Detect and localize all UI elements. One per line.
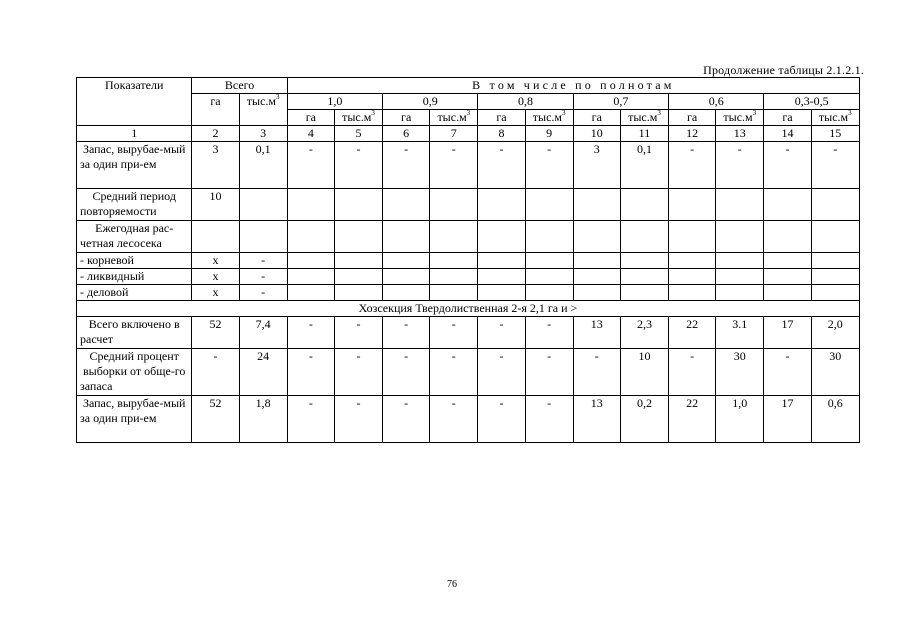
row-label: Ежегодная рас-четная лесосека [77,221,192,253]
table-cell: х [192,253,239,269]
table-cell [764,253,811,269]
unit-label: тыс.м [723,110,753,124]
table-cell [669,285,716,301]
header-ha: га [383,110,430,126]
unit-exponent: 3 [752,109,757,117]
table-cell [287,189,334,221]
row-label: - корневой [77,253,192,269]
table-cell [334,269,382,285]
table-cell [239,221,287,253]
header-total: Всего [192,78,287,94]
table-cell [383,189,430,221]
unit-label: тыс.м [532,110,562,124]
table-cell: - [239,285,287,301]
table-cell [478,221,525,253]
table-cell [573,285,620,301]
table-cell: 52 [192,396,239,443]
table-cell [573,221,620,253]
table-cell: 1,0 [716,396,764,443]
table-cell [764,221,811,253]
header-volume [716,110,764,126]
table-cell: 3 [573,142,620,189]
table-row [77,317,860,349]
table-cell: - [478,396,525,443]
section-title: Хозсекция Твердолиственная 2-я 2,1 га и > [77,301,860,317]
table-cell [478,285,525,301]
table-cell [525,269,573,285]
header-volume [525,110,573,126]
table-cell: 2,0 [811,317,859,349]
table-cell [669,221,716,253]
table-cell [383,253,430,269]
column-number: 8 [478,126,525,142]
column-number: 11 [620,126,668,142]
column-number: 15 [811,126,859,142]
table-cell: - [525,396,573,443]
table-cell [764,189,811,221]
table-cell: 0,2 [620,396,668,443]
table-cell: - [478,349,525,396]
table-cell: - [478,142,525,189]
table-row [77,221,860,253]
unit-label: тыс.м [437,110,467,124]
section-row [77,301,860,317]
table-cell [811,285,859,301]
table-cell [287,253,334,269]
table-cell: 13 [573,396,620,443]
table-cell [383,285,430,301]
table-cell [669,269,716,285]
table-cell [620,269,668,285]
table-cell: - [287,349,334,396]
header-density: 0,3-0,5 [764,94,860,110]
unit-label: тыс.м [628,110,658,124]
table-cell: 2,3 [620,317,668,349]
table-cell [620,221,668,253]
column-number: 12 [669,126,716,142]
row-label: Запас, вырубае-мый за один при-ем [77,142,192,189]
table-row [77,269,860,285]
table-cell [287,221,334,253]
table-cell: - [669,142,716,189]
table-body [77,78,860,443]
header-density: 1,0 [287,94,382,110]
header-ha: га [573,110,620,126]
table-cell [430,253,478,269]
table-cell: - [430,349,478,396]
table-cell [430,221,478,253]
table-cell [620,253,668,269]
table-cell: 3.1 [716,317,764,349]
table-cell [525,221,573,253]
header-density: 0,6 [669,94,764,110]
table-cell: - [716,142,764,189]
table-cell [620,285,668,301]
table-cell [811,221,859,253]
table-cell: - [383,349,430,396]
column-numbers-row [77,126,860,142]
table-cell [383,221,430,253]
column-number: 3 [239,126,287,142]
table-cell: - [573,349,620,396]
table-cell: 22 [669,396,716,443]
table-cell: - [525,317,573,349]
table-cell [287,269,334,285]
table-row [77,396,860,443]
table-row [77,349,860,396]
table-caption: Продолжение таблицы 2.1.2.1. [703,63,864,77]
table-cell [525,285,573,301]
page-number: 76 [447,579,457,590]
table-cell [525,189,573,221]
table-cell: - [192,349,239,396]
row-label: Средний период повторяемости [77,189,192,221]
table-cell [716,189,764,221]
header-density: 0,9 [383,94,478,110]
table-row [77,142,860,189]
table-cell [811,253,859,269]
table-cell: 17 [764,317,811,349]
table-cell: - [478,317,525,349]
row-label: Запас, вырубае-мый за один при-ем [77,396,192,443]
table-row [77,253,860,269]
table-cell: - [764,349,811,396]
unit-exponent: 3 [276,93,280,101]
table-cell: 1,8 [239,396,287,443]
unit-exponent: 3 [466,109,471,117]
table-cell: - [430,142,478,189]
table-cell: - [239,269,287,285]
table-cell: - [383,317,430,349]
table-cell [478,253,525,269]
table-cell: - [287,396,334,443]
table-cell: х [192,269,239,285]
table-cell [287,285,334,301]
column-number: 5 [334,126,382,142]
header-volume [811,110,859,126]
table-cell: - [525,349,573,396]
table-row [77,189,860,221]
table-cell: - [334,142,382,189]
table-cell: 0,1 [620,142,668,189]
table-cell [383,269,430,285]
table-cell [573,269,620,285]
column-number: 14 [764,126,811,142]
table-cell: 24 [239,349,287,396]
column-number: 10 [573,126,620,142]
table-cell: 10 [192,189,239,221]
table-cell: - [430,317,478,349]
table-cell: - [525,142,573,189]
table-cell [811,269,859,285]
header-total-volume [239,94,287,126]
header-volume [620,110,668,126]
row-label: - ликвидный [77,269,192,285]
column-number: 6 [383,126,430,142]
table-cell [525,253,573,269]
column-number: 7 [430,126,478,142]
table-cell: 13 [573,317,620,349]
unit-exponent: 3 [371,109,375,117]
unit-label: тыс.м [818,110,849,124]
unit-exponent: 3 [657,109,661,117]
table-cell: 17 [764,396,811,443]
table-cell [192,221,239,253]
table-cell: - [287,317,334,349]
header-row-1 [77,78,860,94]
table-cell: - [334,317,382,349]
header-by-density: В том числе по полнотам [287,78,859,94]
table-cell: - [287,142,334,189]
table-cell: 0,6 [811,396,859,443]
stock-table [76,77,860,443]
column-number: 2 [192,126,239,142]
table-cell [334,253,382,269]
table-cell [620,189,668,221]
table-cell: 22 [669,317,716,349]
table-cell: 3 [192,142,239,189]
table-cell [334,221,382,253]
table-cell [430,285,478,301]
table-cell [239,189,287,221]
header-ha: га [764,110,811,126]
header-volume [334,110,382,126]
header-ha: га [669,110,716,126]
table-cell [716,221,764,253]
header-ha: га [287,110,334,126]
column-number: 13 [716,126,764,142]
table-cell: - [383,396,430,443]
header-total-ha: га [192,94,239,126]
table-cell: - [764,142,811,189]
table-cell [430,189,478,221]
row-label: - деловой [77,285,192,301]
table-cell [478,189,525,221]
table-cell [430,269,478,285]
table-cell [573,189,620,221]
table-cell: - [334,349,382,396]
header-density: 0,8 [478,94,573,110]
table-cell: - [383,142,430,189]
table-cell: - [811,142,859,189]
unit-exponent: 3 [848,109,852,117]
table-cell [669,253,716,269]
unit-label: тыс.м [246,94,277,108]
table-cell: 30 [811,349,859,396]
table-cell [334,189,382,221]
column-number: 1 [77,126,192,142]
table-cell: 0,1 [239,142,287,189]
table-cell [573,253,620,269]
table-cell [764,269,811,285]
table-row [77,285,860,301]
table-cell [334,285,382,301]
unit-exponent: 3 [562,109,566,117]
table-cell [478,269,525,285]
table-cell: - [669,349,716,396]
table-cell: х [192,285,239,301]
table-cell: 7,4 [239,317,287,349]
table-cell [764,285,811,301]
table-cell [811,189,859,221]
header-row-2 [77,94,860,110]
table-cell [716,285,764,301]
row-label: Средний процент выборки от обще-го запаса [77,349,192,396]
column-number: 9 [525,126,573,142]
table-cell: 30 [716,349,764,396]
row-label: Всего включено в расчет [77,317,192,349]
table-cell: 52 [192,317,239,349]
table-cell [716,269,764,285]
header-volume [430,110,478,126]
table-cell: - [430,396,478,443]
table-cell: - [239,253,287,269]
header-density: 0,7 [573,94,668,110]
header-ha: га [478,110,525,126]
table-cell [669,189,716,221]
unit-label: тыс.м [342,110,372,124]
table-cell: - [334,396,382,443]
column-number: 4 [287,126,334,142]
table-cell [716,253,764,269]
header-indicators: Показатели [77,78,192,126]
table-cell: 10 [620,349,668,396]
